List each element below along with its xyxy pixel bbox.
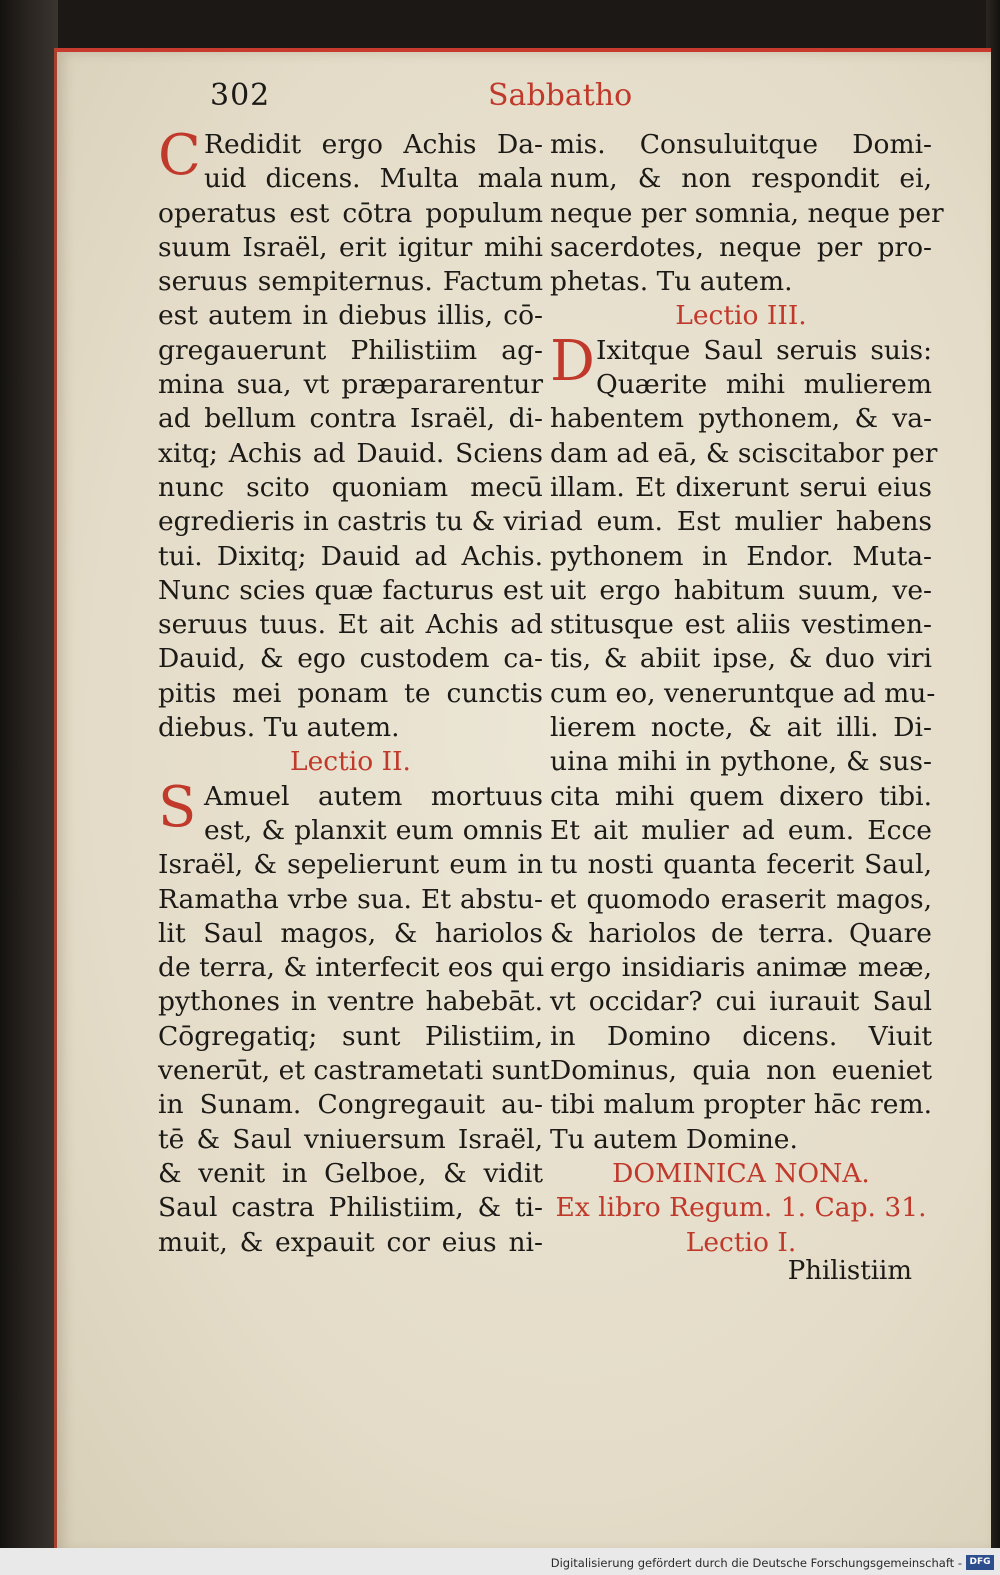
right-column (550, 128, 944, 1260)
text-line: Et ait mulier ad eum. Ecce (550, 814, 932, 846)
text-line: tis, & abiit ipse, & duo viri (550, 643, 932, 675)
text-line: & venit in Gelboe, & vidit (158, 1157, 543, 1189)
text-line: sacerdotes, neque per pro- (550, 231, 932, 263)
digitization-footer (0, 1548, 1000, 1575)
text-line: tu nosti quanta fecerit Saul, (550, 849, 932, 881)
lectio-1-heading-next: Lectio I. (685, 1226, 797, 1258)
text-line: Dominus, quia non eueniet (550, 1055, 932, 1087)
scan-background-left (0, 0, 58, 1575)
text-line: lierem nocte, & ait illi. Di- (550, 712, 932, 744)
text-line: est autem in diebus illis, cō- (158, 300, 543, 332)
text-line: in Sunam. Congregauit au- (158, 1089, 543, 1121)
text-line: operatus est cōtra populum (158, 197, 543, 229)
text-line: & hariolos de terra. Quare (550, 917, 932, 949)
text-line: Quærite mihi mulierem (596, 369, 932, 401)
text-line: phetas. Tu autem. (550, 266, 793, 298)
text-line: seruus sempiternus. Factum (158, 266, 543, 298)
catchword: Philistiim (787, 1256, 912, 1286)
text-line: lit Saul magos, & hariolos (158, 917, 543, 949)
text-line: vt occidar? cui iurauit Saul (550, 986, 932, 1018)
text-line: in Domino dicens. Viuit (550, 1020, 932, 1052)
text-line: illam. Et dixerunt serui eius (550, 471, 932, 503)
drop-initial-d: D (550, 328, 595, 394)
text-line: dam ad eā, & sciscitabor per (550, 437, 938, 469)
text-line: muit, & expauit cor eius ni- (158, 1226, 543, 1258)
text-line: Ixitque Saul seruis suis: (596, 334, 932, 366)
text-line: xitq; Achis ad Dauid. Sciens (158, 437, 543, 469)
text-line: tui. Dixitq; Dauid ad Achis. (158, 540, 543, 572)
text-line: Tu autem Domine. (550, 1123, 798, 1155)
text-line: ad bellum contra Israël, di- (158, 403, 543, 435)
text-line: egredieris in castris tu & viri (158, 506, 549, 538)
text-line: et quomodo eraserit magos, (550, 883, 932, 915)
text-line: nunc scito quoniam mecū (158, 471, 543, 503)
drop-initial-c: C (158, 123, 201, 188)
text-line: stitusque est aliis vestimen- (550, 609, 932, 641)
footer-credit: Digitalisierung gefördert durch die Deutsche Forschungsgemeinschaft - (550, 1556, 962, 1570)
text-line: Saul castra Philistiim, & ti- (158, 1192, 543, 1224)
drop-initial-s: S (158, 774, 197, 840)
text-line: pitis mei ponam te cunctis (158, 677, 543, 709)
left-column (158, 123, 550, 1260)
text-line: uina mihi in pythone, & sus- (550, 746, 932, 778)
lectio-2-heading: Lectio II. (290, 746, 411, 778)
running-title: Sabbatho (488, 78, 633, 113)
text-line: diebus. Tu autem. (158, 712, 400, 744)
lectio-2-continuation (550, 128, 944, 299)
text-line: Redidit ergo Achis Da- (204, 129, 543, 160)
text-line: gregauerunt Philistiim ag- (158, 334, 543, 366)
section-title: DOMINICA NONA. (612, 1157, 870, 1189)
text-line: Ramatha vrbe sua. Et abstu- (158, 883, 543, 915)
text-line: tibi malum propter hāc rem. (550, 1089, 932, 1121)
text-line: pythonem in Endor. Muta- (550, 540, 932, 572)
text-line: neque per somnia, neque per (550, 197, 944, 229)
text-line: suum Israël, erit igitur mihi (158, 231, 543, 263)
text-line: tē & Saul vniuersum Israël, (158, 1123, 543, 1155)
text-line: num, & non respondit ei, (550, 163, 932, 195)
text-line: cum eo, veneruntque ad mu- (550, 677, 936, 709)
text-line: Cōgregatiq; sunt Pilistiim, (158, 1020, 543, 1052)
text-line: pythones in ventre habebāt. (158, 986, 543, 1018)
lectio-2-paragraph (158, 774, 550, 1260)
text-line: ergo insidiaris animæ meæ, (550, 952, 932, 984)
page-number: 302 (210, 78, 271, 113)
dfg-logo: DFG (966, 1555, 994, 1570)
lectio-3-heading: Lectio III. (675, 300, 807, 332)
text-line: uid dicens. Multa mala (204, 163, 543, 195)
text-line: est, & planxit eum omnis (204, 814, 543, 846)
text-line: venerūt, et castrametati sunt (158, 1055, 550, 1087)
text-line: Amuel autem mortuus (204, 780, 543, 812)
text-line: uit ergo habitum suum, ve- (550, 574, 932, 606)
text-line: ad eum. Est mulier habens (550, 506, 932, 538)
text-line: Dauid, & ego custodem ca- (158, 643, 543, 675)
lectio-3-paragraph (550, 328, 938, 1157)
text-line: mis. Consuluitque Domi- (550, 129, 932, 160)
text-line: seruus tuus. Et ait Achis ad (158, 609, 543, 641)
lectio-1-paragraph (158, 123, 549, 745)
text-line: cita mihi quem dixero tibi. (550, 780, 932, 812)
text-line: de terra, & interfecit eos qui (158, 952, 544, 984)
text-line: mina sua, vt præpararentur (158, 369, 543, 401)
text-line: habentem pythonem, & va- (550, 403, 932, 435)
text-line: Israël, & sepelierunt eum in (158, 849, 543, 881)
source-reference: Ex libro Regum. 1. Cap. 31. (555, 1192, 927, 1224)
text-line: Nunc scies quæ facturus est (158, 574, 543, 606)
